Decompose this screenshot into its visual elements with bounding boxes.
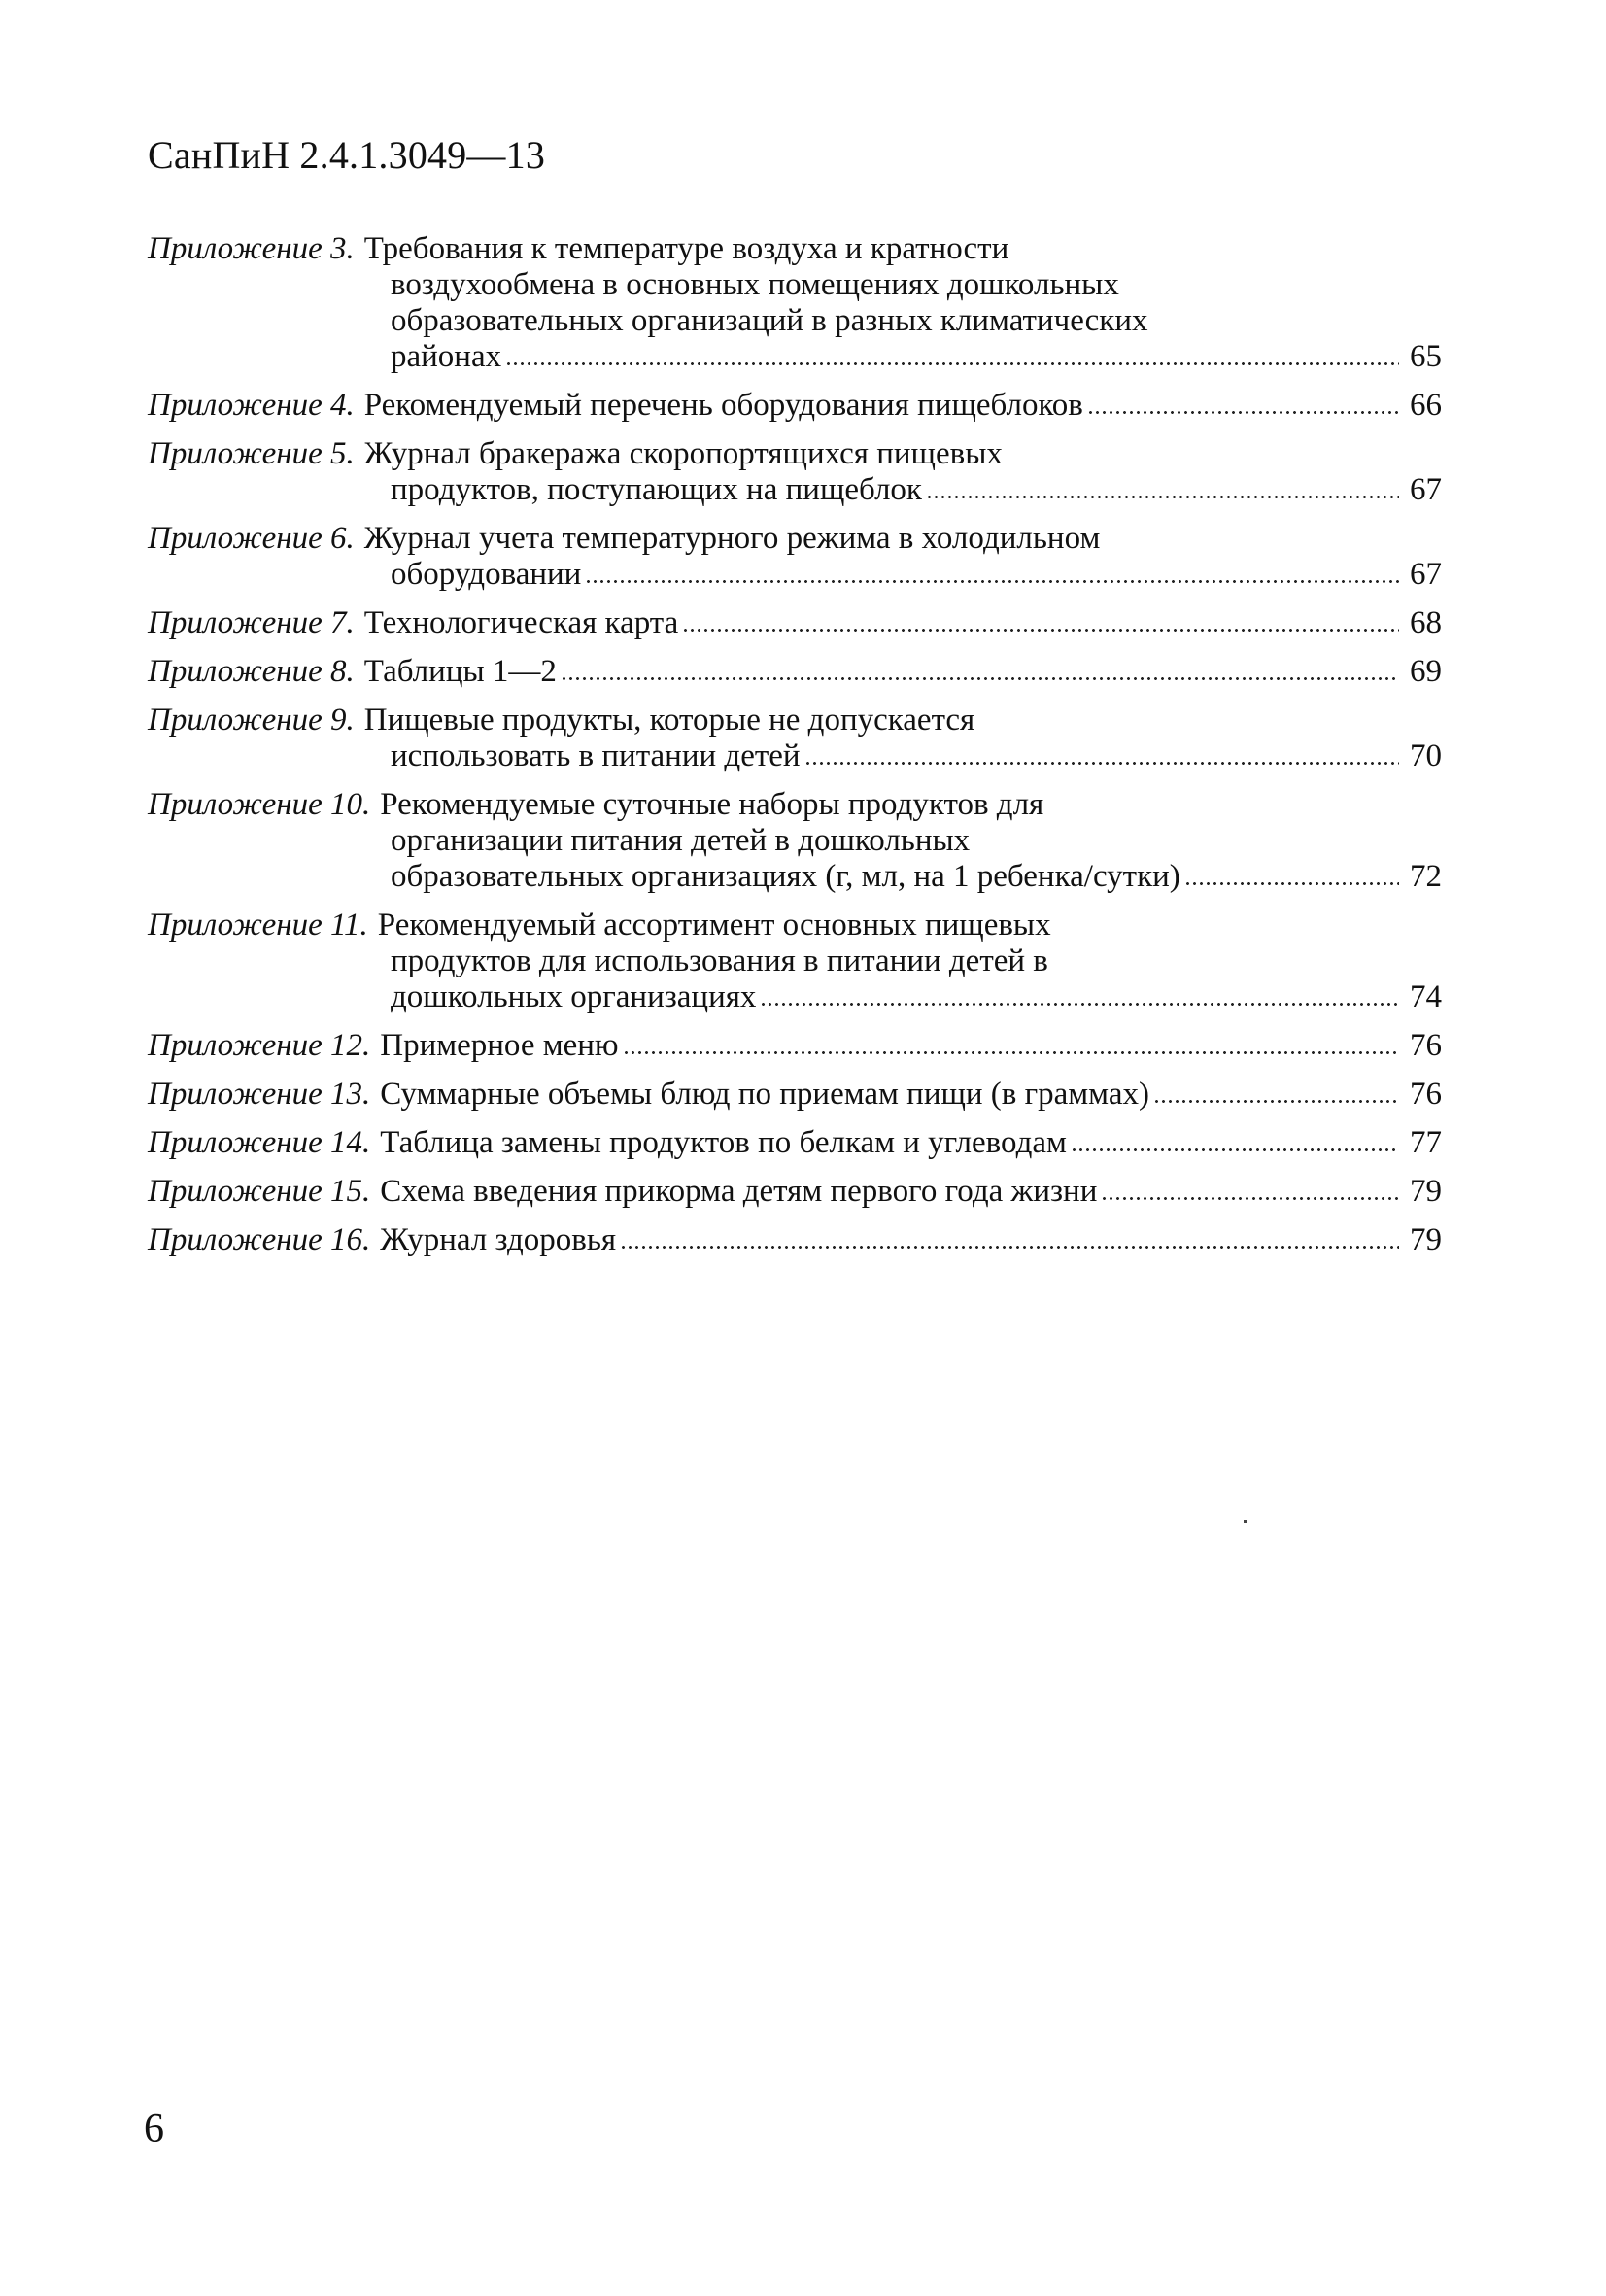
- toc-entry-label: Приложение 13.: [148, 1077, 371, 1112]
- toc-line: [148, 943, 1442, 979]
- toc-entry-title: продуктов для использования в питании детей в: [391, 943, 1048, 978]
- toc-line: [148, 521, 1442, 557]
- dot-leader: [760, 999, 1399, 1007]
- toc-page-number: 77: [1410, 1125, 1442, 1160]
- toc-page-number: 69: [1410, 654, 1442, 689]
- toc-entry: [148, 1077, 1442, 1113]
- toc-entry-title: образовательных организациях (г, мл, на 1 ребенка/сутки): [391, 859, 1180, 894]
- toc-page-number: 70: [1410, 738, 1442, 773]
- dot-leader: [1184, 878, 1399, 886]
- toc-line: [148, 605, 1442, 641]
- toc-page-number: 76: [1410, 1077, 1442, 1112]
- toc-entry-title: Суммарные объемы блюд по приемам пищи (в граммах): [380, 1077, 1149, 1112]
- toc-entry-title: Схема введения прикорма детям первого года жизни: [380, 1174, 1098, 1209]
- toc-line: [148, 1125, 1442, 1161]
- toc-line: [148, 703, 1442, 738]
- table-of-contents: [148, 231, 1442, 1271]
- toc-page-number: 76: [1410, 1028, 1442, 1063]
- dot-leader: [505, 359, 1399, 366]
- toc-page-number: 66: [1410, 388, 1442, 423]
- toc-entry-title: Таблица замены продуктов по белкам и углеводам: [380, 1125, 1067, 1160]
- toc-line: [148, 303, 1442, 339]
- toc-entry-label: Приложение 5.: [148, 436, 355, 471]
- dot-leader: [1153, 1096, 1399, 1104]
- toc-entry-label: Приложение 3.: [148, 231, 355, 266]
- toc-entry-label: Приложение 4.: [148, 388, 355, 423]
- toc-entry-title: воздухообмена в основных помещениях дошкольных: [391, 267, 1119, 302]
- toc-page-number: 67: [1410, 557, 1442, 592]
- toc-line: [148, 436, 1442, 472]
- toc-entry-title: дошкольных организациях: [391, 979, 757, 1014]
- toc-entry-label: Приложение 6.: [148, 521, 355, 556]
- toc-entry-title: продуктов, поступающих на пищеблок: [391, 472, 922, 507]
- toc-line: [148, 823, 1442, 859]
- toc-entry-label: Приложение 7.: [148, 605, 355, 640]
- dot-leader: [620, 1242, 1399, 1250]
- toc-entry-title: Рекомендуемые суточные наборы продуктов для: [380, 787, 1044, 822]
- toc-entry: [148, 388, 1442, 424]
- toc-entry-title: районах: [391, 339, 502, 374]
- toc-entry-label: Приложение 16.: [148, 1222, 371, 1257]
- toc-entry: [148, 1174, 1442, 1210]
- toc-line: [148, 787, 1442, 823]
- toc-line: [148, 1174, 1442, 1210]
- toc-entry-title: Таблицы 1—2: [363, 654, 557, 689]
- toc-entry-label: Приложение 14.: [148, 1125, 371, 1160]
- toc-line: [148, 738, 1442, 774]
- toc-line: [148, 908, 1442, 943]
- dot-leader: [561, 673, 1399, 681]
- toc-entry: [148, 703, 1442, 774]
- toc-entry-label: Приложение 11.: [148, 908, 368, 942]
- toc-entry: [148, 908, 1442, 1015]
- toc-entry-title: Требования к температуре воздуха и кратности: [363, 231, 1009, 266]
- toc-entry-label: Приложение 12.: [148, 1028, 371, 1063]
- dot-leader: [926, 492, 1399, 499]
- toc-entry: [148, 1125, 1442, 1161]
- toc-line: [148, 231, 1442, 267]
- toc-entry: [148, 436, 1442, 508]
- toc-line: [148, 388, 1442, 424]
- toc-entry-label: Приложение 10.: [148, 787, 371, 822]
- toc-line: [148, 1222, 1442, 1258]
- toc-entry-title: Рекомендуемый перечень оборудования пищеблоков: [363, 388, 1083, 423]
- toc-page-number: 79: [1410, 1222, 1442, 1257]
- toc-line: [148, 557, 1442, 593]
- toc-entry-title: использовать в питании детей: [391, 738, 801, 773]
- toc-entry-title: оборудовании: [391, 557, 582, 592]
- toc-entry: [148, 787, 1442, 895]
- toc-entry: [148, 521, 1442, 593]
- dot-leader: [623, 1047, 1399, 1055]
- toc-line: [148, 339, 1442, 375]
- toc-entry-title: Пищевые продукты, которые не допускается: [363, 703, 975, 737]
- toc-line: [148, 1028, 1442, 1064]
- dot-leader: [1101, 1193, 1399, 1201]
- dot-leader: [804, 758, 1399, 766]
- toc-page-number: 68: [1410, 605, 1442, 640]
- toc-entry-title: организации питания детей в дошкольных: [391, 823, 971, 858]
- dot-leader: [1071, 1145, 1399, 1152]
- toc-entry: [148, 605, 1442, 641]
- running-head: СанПиН 2.4.1.3049—13: [148, 133, 546, 177]
- toc-line: [148, 654, 1442, 690]
- scan-speck: [1244, 1520, 1247, 1523]
- toc-entry: [148, 1028, 1442, 1064]
- toc-entry-label: Приложение 8.: [148, 654, 355, 689]
- toc-line: [148, 267, 1442, 303]
- toc-page-number: 79: [1410, 1174, 1442, 1209]
- toc-entry: [148, 231, 1442, 375]
- toc-page-number: 65: [1410, 339, 1442, 374]
- dot-leader: [682, 625, 1399, 633]
- page-number: 6: [144, 2107, 164, 2151]
- toc-entry: [148, 1222, 1442, 1258]
- toc-page-number: 74: [1410, 979, 1442, 1014]
- toc-line: [148, 472, 1442, 508]
- toc-entry-title: Журнал учета температурного режима в холодильном: [363, 521, 1101, 556]
- toc-entry-title: Журнал здоровья: [380, 1222, 617, 1257]
- toc-entry-label: Приложение 9.: [148, 703, 355, 737]
- toc-entry-title: Технологическая карта: [363, 605, 679, 640]
- dot-leader: [585, 576, 1399, 584]
- toc-entry-label: Приложение 15.: [148, 1174, 371, 1209]
- toc-entry-title: Журнал бракеража скоропортящихся пищевых: [363, 436, 1003, 471]
- toc-page-number: 67: [1410, 472, 1442, 507]
- toc-line: [148, 979, 1442, 1015]
- toc-entry-title: образовательных организаций в разных климатических: [391, 303, 1148, 338]
- toc-page-number: 72: [1410, 859, 1442, 894]
- toc-line: [148, 859, 1442, 895]
- toc-entry: [148, 654, 1442, 690]
- toc-line: [148, 1077, 1442, 1113]
- toc-entry-title: Примерное меню: [380, 1028, 619, 1063]
- dot-leader: [1087, 407, 1399, 415]
- toc-entry-title: Рекомендуемый ассортимент основных пищевых: [377, 908, 1051, 942]
